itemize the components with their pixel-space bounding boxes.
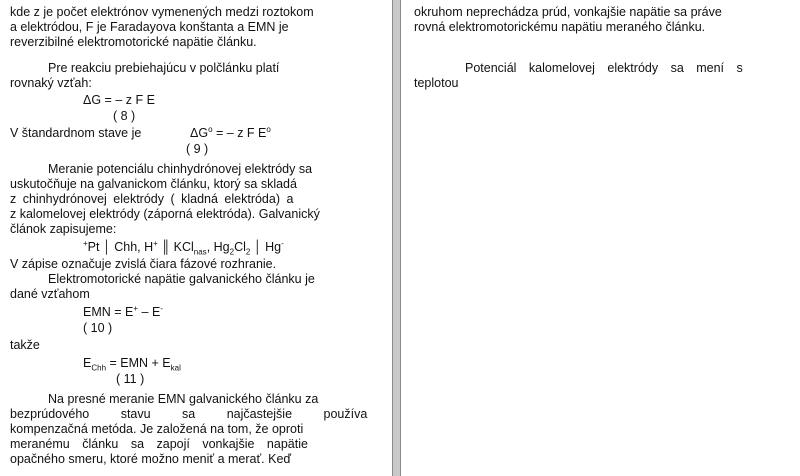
text-line: a elektródou, F je Faradayova konštanta a EMN je bbox=[10, 20, 289, 34]
text-line bbox=[48, 61, 383, 76]
text-line bbox=[10, 437, 380, 452]
text-line: Meranie potenciálu chinhydrónovej elektródy sa bbox=[48, 162, 313, 176]
text-line-content: kde z je počet elektrónov vymenených medzi roztokom bbox=[10, 5, 314, 19]
text-line: Elektromotorické napätie galvanického článku je bbox=[48, 272, 315, 286]
text-line: reverzibilné elektromotorické napätie článku. bbox=[10, 35, 257, 49]
text-line bbox=[10, 407, 380, 422]
text-line: článok zapisujeme: bbox=[10, 222, 117, 236]
cell-notation: +Pt │ Chh, H+ ║ KCl$_{nas}$, $Hg_2Cl_2$ │ Hg- bbox=[83, 238, 284, 257]
text-line: Na presné meranie EMN galvanického článku za bbox=[48, 392, 319, 406]
equation-number-10: ( 10 ) bbox=[83, 321, 113, 335]
text-line: kompenzačná metóda. Je založená na tom, že oproti bbox=[10, 422, 304, 436]
equation-10: EMN = E+ – E- bbox=[83, 303, 163, 319]
text-line: takže bbox=[10, 338, 40, 352]
text-line: okruhom neprechádza prúd, vonkajšie napätie sa práve bbox=[414, 5, 722, 19]
right-page bbox=[400, 0, 800, 476]
text-line-content: bezprúdového stavu sa najčastejšie používa bbox=[10, 407, 368, 421]
text-line: opačného smeru, ktoré možno meniť a merať. Keď bbox=[10, 452, 292, 466]
page-gutter bbox=[393, 0, 400, 476]
text-line bbox=[465, 61, 743, 76]
text-line: uskutočňuje na galvanickom článku, ktorý sa skladá bbox=[10, 177, 297, 191]
text-line: z kalomelovej elektródy (záporná elektróda). Galvanický bbox=[10, 207, 320, 221]
text-line-content: meranému článku sa zapojí vonkajšie napätie bbox=[10, 437, 308, 451]
text-line: V zápise označuje zvislá čiara fázové rozhranie. bbox=[10, 257, 277, 271]
text-line-content: Pre reakciu prebiehajúcu v polčlánku platí bbox=[48, 61, 280, 75]
text-line: teplotou bbox=[414, 76, 459, 90]
text-line-content: Potenciál kalomelovej elektródy sa mení s bbox=[465, 61, 743, 75]
equation-11: $E_{Chh}$ = EMN + $E_{kal}$ bbox=[83, 356, 181, 373]
equation-8: ΔG = – z F E bbox=[83, 93, 155, 107]
equation-number-11: ( 11 ) bbox=[116, 372, 145, 386]
text-line: dané vzťahom bbox=[10, 287, 90, 301]
text-line-content: z chinhydrónovej elektródy ( kladná elektróda) a bbox=[10, 192, 294, 206]
equation-9: $\Delta G^o$ = – z F $E^o$ bbox=[190, 124, 271, 140]
text-line: rovná elektromotorickému napätiu meraného článku. bbox=[414, 20, 706, 34]
text-line: rovnaký vzťah: bbox=[10, 76, 92, 90]
text-line bbox=[10, 5, 383, 20]
equation-number-9: ( 9 ) bbox=[186, 142, 209, 156]
left-page bbox=[0, 0, 393, 476]
equation-number-8: ( 8 ) bbox=[113, 109, 136, 123]
text-line: V štandardnom stave je bbox=[10, 126, 142, 140]
text-line bbox=[10, 192, 380, 207]
